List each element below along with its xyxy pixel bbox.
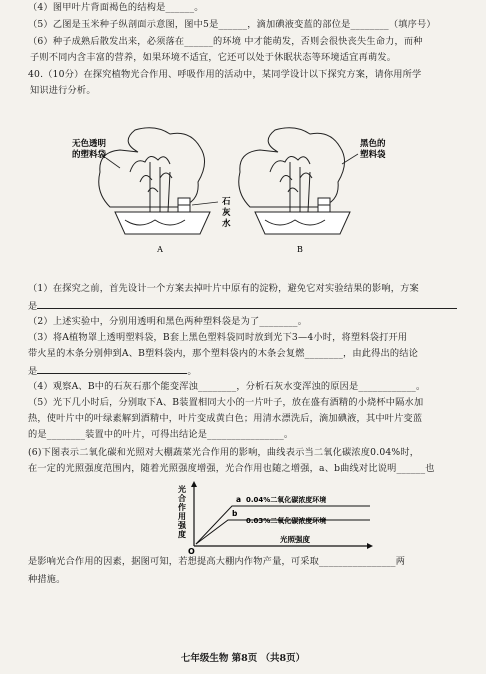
limewater-label: 灰 xyxy=(222,208,231,218)
question-line: 是 。 xyxy=(28,366,197,377)
answer-blank[interactable] xyxy=(37,364,187,374)
y-axis-label xyxy=(177,484,187,539)
answer-prefix: 是 xyxy=(28,366,38,377)
limewater-label: 石 xyxy=(222,197,231,207)
question-line: 带火星的木条分别伸到A、B塑料袋内，那个塑料袋内的木条会复燃________，由此得出的结论 xyxy=(28,348,419,359)
bag-label-b: 塑料袋 xyxy=(360,150,386,160)
answer-prefix: 是 xyxy=(28,301,38,312)
experiment-figure xyxy=(60,112,430,262)
question-line: （1）在探究之前，首先设计一个方案去掉叶片中原有的淀粉，避免它对实验结果的影响，方案 xyxy=(28,283,419,294)
question-line: （5）乙图是玉米种子纵剖面示意图，图中5是______，滴加碘液变蓝的部位是________（填序号） xyxy=(28,19,436,30)
question-line: （5）光下几小时后，分别取下A、B装置相同大小的一片叶子，放在盛有酒精的小烧杯中隔水加 xyxy=(28,397,424,408)
y-axis-label-char: 强 xyxy=(178,521,186,530)
question-line: （4）图甲叶片背面褐色的结构是______。 xyxy=(28,2,204,13)
bag-label-b: 黑色的 xyxy=(360,139,386,149)
plant-b-illustration xyxy=(239,128,350,234)
question-line: 子则不同内含丰富的营养，如果环境不适宜，它还可以处于休眠状态等环境适宜再萌发。 xyxy=(30,52,397,63)
bag-label-a: 无色透明 xyxy=(72,139,107,149)
y-axis-label-char: 光 xyxy=(178,485,186,494)
question-line: （3）将A植物罩上透明塑料袋，B套上黑色塑料袋同时放到光下3—4小时，将塑料袋打开用 xyxy=(28,332,408,343)
bag-label-a: 的塑料袋 xyxy=(72,150,107,160)
question-line: 的是________装置中的叶片，可得出结论是________________。 xyxy=(28,429,294,440)
question-line: （2）上述实验中，分别用透明和黑色两种塑料袋是为了________。 xyxy=(28,316,308,327)
question-line: （6）种子成熟后散发出来，必须落在______的环境 中才能萌发，否则会很快丧失生命力，而种 xyxy=(28,36,423,47)
photosynthesis-chart xyxy=(170,480,380,555)
y-axis-label-char: 合 xyxy=(178,494,186,503)
question-line: (6)下图表示二氧化碳和光照对大棚蔬菜光合作用的影响，曲线表示当二氧化碳浓度0.04%时， xyxy=(28,447,420,458)
series-marker-a: a xyxy=(236,495,242,504)
y-axis-label-char: 作 xyxy=(178,503,186,512)
limewater-label: 水 xyxy=(222,219,231,229)
series-marker-b: b xyxy=(232,509,238,518)
question-line: 种措施。 xyxy=(28,574,66,585)
x-axis-label: 光照强度 xyxy=(280,535,310,544)
answer-blank[interactable] xyxy=(37,299,457,309)
series-name-b: 0.03%二氧化碳浓度环境 xyxy=(246,517,327,525)
plant-a-illustration xyxy=(99,128,210,234)
question-line xyxy=(28,299,464,313)
question-line: （4）观察A、B中的石灰石那个能变浑浊________，分析石灰水变浑浊的原因是____________。 xyxy=(28,381,426,392)
page-footer: 七年级生物 第8页 （共8页） xyxy=(180,653,306,664)
label-b: B xyxy=(297,245,303,254)
y-axis-label-char: 度 xyxy=(178,530,186,539)
y-axis-label-char: 用 xyxy=(178,512,186,521)
origin-label: O xyxy=(188,547,195,555)
question-line: 在一定的光照强度范围内，随着光照强度增强，光合作用也随之增强，a、b曲线对比说明______也 xyxy=(28,463,435,474)
question-line: 知识进行分析。 xyxy=(30,85,96,96)
series-name-a: 0.04%二氧化碳浓度环境 xyxy=(246,496,327,504)
question-line: 热，使叶片中的叶绿素解到酒精中，叶片变成黄白色；用清水漂洗后，滴加碘液，其中叶片变蓝 xyxy=(28,413,423,424)
question-line: 是影响光合作用的因素，据图可知，若想提高大棚内作物产量，可采取________________两 xyxy=(28,556,406,567)
question-heading: 40.（10分）在探究植物光合作用、呼吸作用的活动中，某同学设计以下探究方案，请你用所学 xyxy=(28,69,422,80)
label-a: A xyxy=(157,245,163,254)
